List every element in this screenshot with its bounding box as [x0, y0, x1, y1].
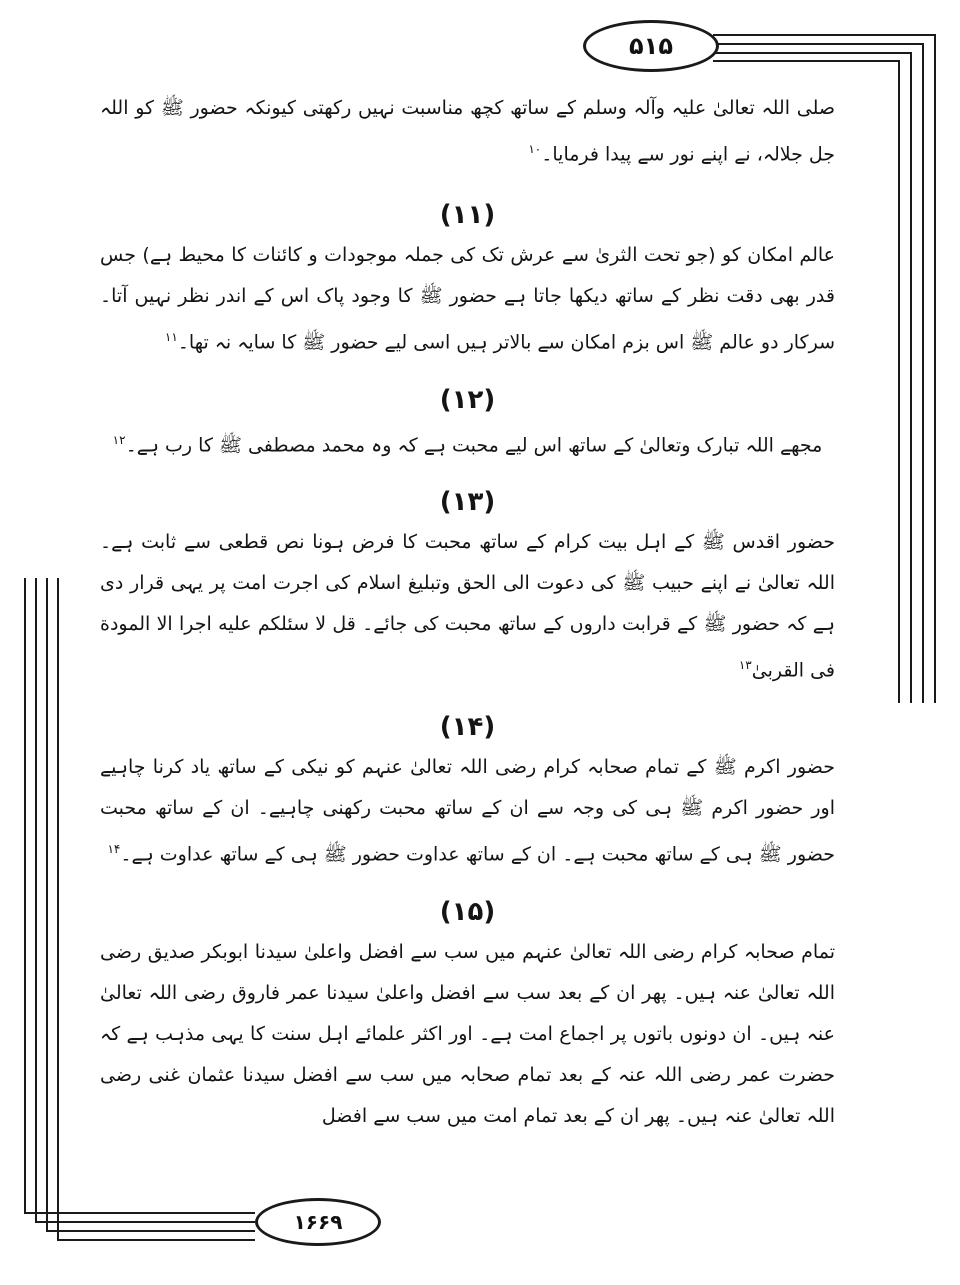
- paragraph-text: حضور اکرم ﷺ کے تمام صحابہ کرام رضی اللہ تعالیٰ عنہم کو نیکی کے ساتھ یاد کرنا چاہیے اور حضور اکرم ﷺ ہی کی وجہ سے ان کے ساتھ محبت رکھنی چاہیے۔ ان کے ساتھ محبت حضور ﷺ ہی کے ساتھ محبت ہے۔ ان کے ساتھ عداوت حضور ﷺ ہی کے ساتھ عداوت ہے۔: [100, 756, 835, 866]
- section-13: [100, 482, 835, 691]
- paragraph-text: تمام صحابہ کرام رضی اللہ تعالیٰ عنہم میں سب سے افضل واعلیٰ سیدنا ابوبکر صدیق رضی اللہ تعالیٰ عنہ ہیں۔ پھر ان کے بعد سب سے افضل واعلیٰ سیدنا عمر فاروق رضی اللہ تعالیٰ عنہ ہیں۔ ان دونوں باتوں پر اجماع امت ہے۔ اور اکثر علمائے اہل سنت کا یہی مذہب ہے کہ حضرت عمر رضی اللہ عنہ کے بعد تمام صحابہ میں سب سے افضل سیدنا عثمان غنی رضی اللہ تعالیٰ عنہ ہیں۔ پھر ان کے بعد تمام امت میں سب سے افضل: [100, 940, 835, 1127]
- footnote-ref: ۱۴: [107, 842, 121, 857]
- footnote-ref: ۱۲: [112, 432, 126, 447]
- page-body: [100, 88, 835, 1137]
- section-heading: (۱۳): [439, 486, 496, 517]
- paragraph: [100, 420, 835, 466]
- section-15: [100, 892, 835, 1137]
- section-11: [100, 195, 835, 363]
- paragraph-text: صلی اللہ تعالیٰ علیہ وآلہ وسلم کے ساتھ کچھ مناسبت نہیں رکھتی کیونکہ حضور ﷺ کو اللہ جل جلالہ، نے اپنے نور سے پیدا فرمایا۔: [100, 97, 835, 166]
- section-heading: (۱۲): [439, 384, 496, 415]
- section-12: [100, 380, 835, 466]
- paragraph: [100, 522, 835, 691]
- paragraph-text: عالم امکان کو (جو تحت الثریٰ سے عرش تک کی جملہ موجودات و کائنات کا محیط ہے) جس قدر بھی دقت نظر کے ساتھ دیکھا جاتا ہے حضور ﷺ کا وجود پاک اس کے اندر نظر نہیں آتا۔ سرکار دو عالم ﷺ اس بزم امکان سے بالاتر ہیں اسی لیے حضور ﷺ کا سایہ نہ تھا۔: [100, 244, 835, 354]
- paragraph: [100, 747, 835, 875]
- paragraph: [100, 88, 835, 175]
- paragraph-text: مجھے اللہ تبارک وتعالیٰ کے ساتھ اس لیے محبت ہے کہ وہ محمد مصطفی ﷺ کا رب ہے۔: [125, 433, 823, 456]
- section-heading: (۱۴): [439, 712, 496, 743]
- footnote-ref: ۱۱: [164, 330, 178, 345]
- section-14: [100, 707, 835, 875]
- page-number-footer: ۱۶۶۹: [255, 1198, 381, 1246]
- footnote-ref: ۱۳: [738, 657, 752, 672]
- paragraph: [100, 235, 835, 363]
- footnote-ref: ۱۰: [528, 142, 542, 156]
- section-intro: [100, 88, 835, 175]
- section-heading: (۱۵): [439, 896, 496, 927]
- section-heading: (۱۱): [439, 200, 496, 231]
- paragraph-text: حضور اقدس ﷺ کے اہل بیت کرام کے ساتھ محبت کا فرض ہونا نص قطعی سے ثابت ہے۔ اللہ تعالیٰ نے اپنے حبیب ﷺ کی دعوت الی الحق وتبلیغ اسلام کی اجرت امت پر یہی قرار دی ہے کہ حضور ﷺ کے قرابت داروں کے ساتھ محبت کی جائے۔ قل لا سئلکم علیه اجرا الا المودة فی القربیٰ: [100, 530, 835, 682]
- paragraph: [100, 932, 835, 1137]
- page-number-header: ۵۱۵: [583, 20, 719, 72]
